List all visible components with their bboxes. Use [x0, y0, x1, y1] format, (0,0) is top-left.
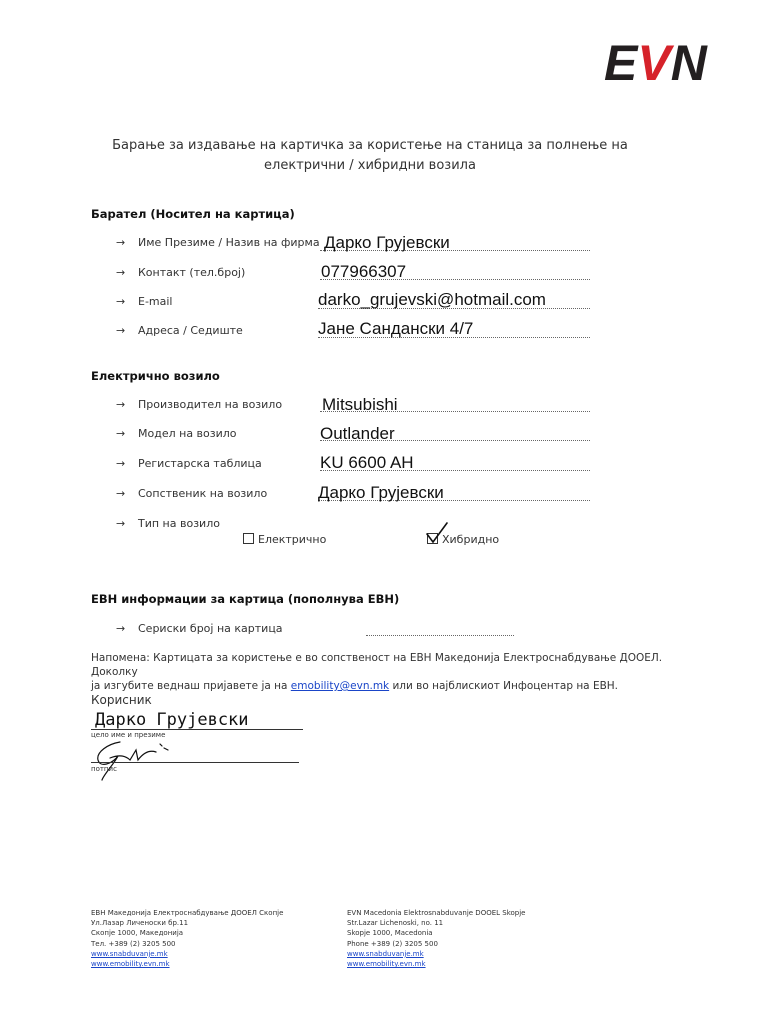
vehicle-heading: Електрично возило — [91, 369, 220, 383]
signature-caption: потпис — [91, 765, 117, 773]
signature-image — [90, 738, 180, 782]
footer-en-city: Skopje 1000, Macedonia — [347, 929, 433, 938]
footer-mk-phone: Тел. +389 (2) 3205 500 — [91, 939, 176, 948]
footer-mk-link-emobility[interactable]: www.emobility.evn.mk — [91, 960, 170, 969]
field-label-plate: Регистарска таблица — [138, 457, 262, 470]
field-value-contact: 077966307 — [321, 262, 407, 281]
field-value-owner: Дарко Грујевски — [318, 483, 444, 502]
note-text — [91, 651, 671, 693]
field-label-email: E-mail — [138, 295, 173, 308]
field-value-name: Дарко Грујевски — [324, 233, 450, 252]
field-value-email: darko_grujevski@hotmail.com — [318, 290, 546, 309]
field-label-manufacturer: Производител на возило — [138, 398, 283, 411]
option-electric-label: Електрично — [258, 533, 327, 546]
note-line2-start: ја изгубите веднаш пријавете ја на — [91, 680, 291, 692]
field-label-type: Тип на возило — [138, 517, 220, 530]
name-caption: цело име и презиме — [91, 731, 166, 739]
field-label-serial: Сериски број на картица — [138, 622, 283, 635]
arrow-icon: → — [116, 295, 126, 308]
footer-en — [347, 908, 525, 969]
arrow-icon: → — [116, 457, 126, 470]
arrow-icon: → — [116, 622, 126, 635]
form-title-line1: Барање за издавање на картичка за користење на станица за полнење на — [112, 138, 628, 153]
form-title-line2: електрични / хибридни возила — [264, 158, 476, 173]
footer-en-phone: Phone +389 (2) 3205 500 — [347, 939, 438, 948]
arrow-icon: → — [116, 236, 126, 249]
footer-en-link-emobility[interactable]: www.emobility.evn.mk — [347, 960, 426, 969]
footer-mk-city: Скопје 1000, Македонија — [91, 929, 184, 938]
checkbox-empty-icon[interactable] — [243, 533, 254, 544]
option-electric[interactable] — [243, 533, 326, 546]
footer-mk — [91, 908, 283, 969]
arrow-icon: → — [116, 324, 126, 337]
user-name-value: Дарко Грујевски — [95, 710, 249, 730]
field-value-address: Јане Сандански 4/7 — [318, 319, 474, 338]
field-label-name: Име Презиме / Назив на фирма — [138, 236, 320, 249]
field-value-plate: KU 6600 AH — [320, 453, 414, 472]
name-line[interactable] — [91, 729, 303, 730]
footer-en-street: Str.Lazar Lichenoski, no. 11 — [347, 919, 444, 928]
footer-mk-company: ЕВН Македонија Електроснабдување ДООЕЛ Скопје — [91, 909, 284, 917]
arrow-icon: → — [116, 398, 126, 411]
option-hybrid-label: Хибридно — [442, 533, 500, 546]
arrow-icon: → — [116, 427, 126, 440]
field-label-contact: Контакт (тел.број) — [138, 266, 246, 279]
footer-mk-link-snabduvanje[interactable]: www.snabduvanje.mk — [91, 949, 168, 958]
checkbox-checked-icon[interactable] — [427, 533, 438, 544]
arrow-icon: → — [116, 266, 126, 279]
form-title — [100, 136, 640, 176]
field-line-serial[interactable] — [366, 621, 514, 636]
footer-en-company: EVN Macedonia Elektrosnabduvanje DOOEL Skopje — [347, 909, 526, 917]
email-link[interactable]: emobility@evn.mk — [290, 680, 390, 692]
footer-en-link-snabduvanje[interactable]: www.snabduvanje.mk — [347, 949, 424, 958]
holder-heading: Барател (Носител на картица) — [91, 207, 295, 221]
field-label-owner: Сопственик на возило — [138, 487, 268, 500]
handwritten-check-icon — [426, 522, 448, 544]
note-line2 — [91, 679, 671, 693]
field-label-address: Адреса / Седиште — [138, 324, 243, 337]
user-heading: Корисник — [91, 693, 152, 707]
option-hybrid[interactable] — [427, 533, 499, 546]
arrow-icon: → — [116, 487, 126, 500]
field-value-model: Outlander — [320, 424, 395, 443]
field-value-manufacturer: Mitsubishi — [322, 395, 398, 414]
evn-logo — [604, 40, 728, 84]
arrow-icon: → — [116, 517, 126, 530]
footer-mk-street: Ул.Лазар Личеноски бр.11 — [91, 919, 189, 928]
note-line1: Напомена: Картицата за користење е во сопственост на ЕВН Македонија Електроснабдување ДООЕЛ. Доколку — [91, 652, 663, 678]
note-line2-end: или во најблискиот Инфоцентар на ЕВН. — [389, 680, 619, 692]
field-label-model: Модел на возило — [138, 427, 237, 440]
evn-logo-text: EVN — [604, 40, 707, 84]
signature-line[interactable] — [91, 762, 299, 763]
evn-info-heading: ЕВН информации за картица (пополнува ЕВН) — [91, 592, 400, 606]
